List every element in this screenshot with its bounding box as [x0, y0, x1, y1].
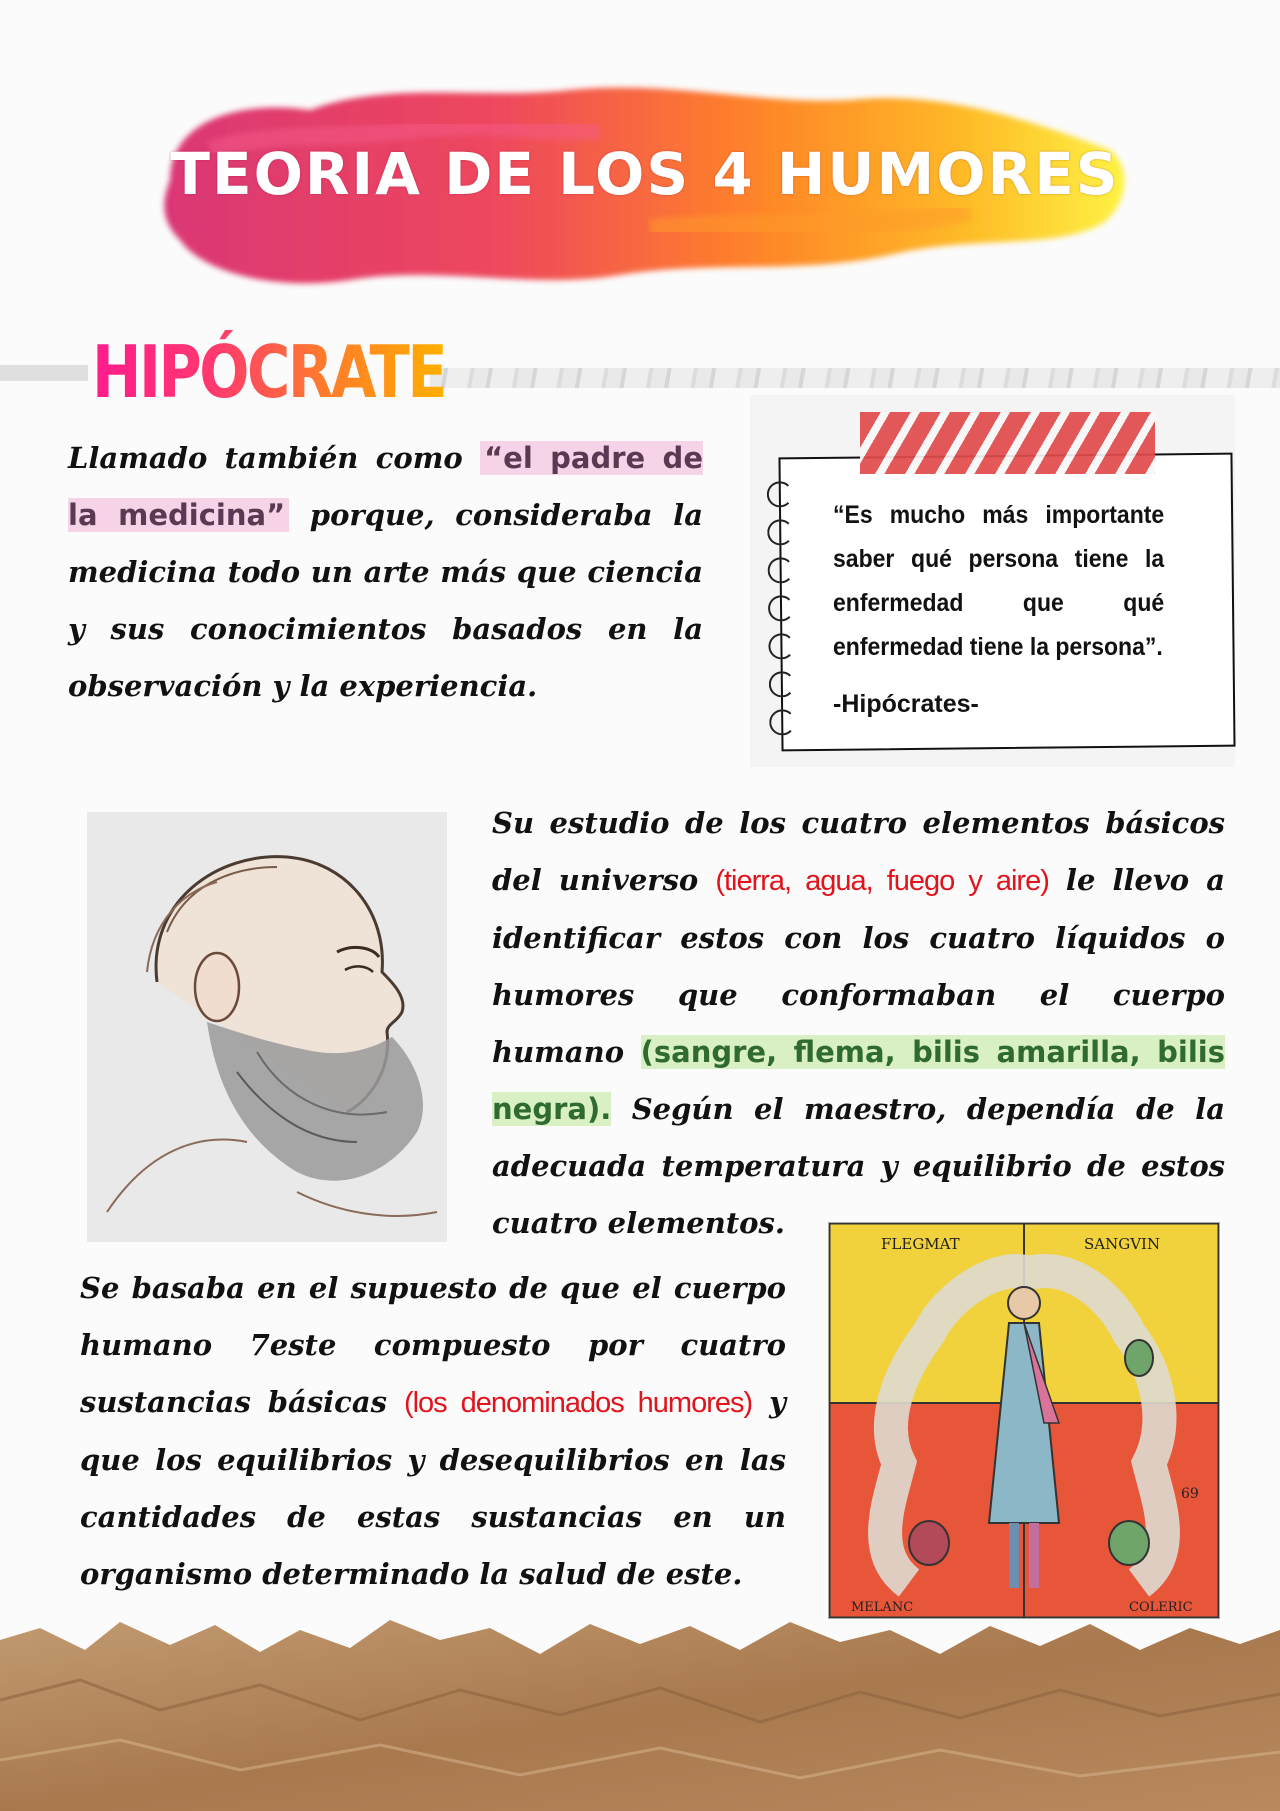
hippocrates-portrait: [87, 812, 447, 1242]
elements-paragraph: [492, 795, 1225, 1252]
humors-paragraph: [80, 1260, 786, 1603]
intro-highlight: “el padre de la medicina”: [68, 441, 703, 532]
elements-text-3: Según el maestro, dependía de la adecuada temperatura y equilibrio de estos cuatro elementos.: [492, 1092, 1225, 1240]
label-sangvin: SANGVIN: [1084, 1235, 1161, 1253]
quote-author: -Hipócrates-: [833, 690, 979, 718]
label-melanc: MELANC: [851, 1600, 914, 1615]
four-humors-illustration: [828, 1222, 1220, 1619]
elements-text-1: Su estudio de los cuatro elementos básicos del universo: [492, 806, 1225, 897]
elements-list: (tierra, agua, fuego y aire): [715, 865, 1049, 897]
humors-text-1: Se basaba en el supuesto de que el cuerpo humano 7este compuesto por cuatro sustancias básicas: [80, 1271, 786, 1419]
spiral-ring-icon: [768, 633, 794, 659]
section-heading: HIPÓCRATE: [92, 330, 446, 414]
intro-paragraph: [68, 430, 703, 715]
page-title: TEORIA DE LOS 4 HUMORES: [170, 140, 1120, 208]
intro-text-after: porque, consideraba la medicina todo un arte más que ciencia y sus conocimientos basados en la observación y la experiencia.: [68, 498, 703, 703]
spiral-ring-icon: [769, 709, 795, 735]
label-coleric: COLERIC: [1129, 1600, 1193, 1615]
torn-paper-footer: [0, 1610, 1280, 1811]
spiral-ring-icon: [767, 519, 793, 545]
quote-text: “Es mucho más importante saber qué persona tiene la enfermedad que qué enfermedad tiene la persona”.: [833, 501, 1165, 661]
humors-note: (los denominados humores): [403, 1387, 753, 1419]
humors-list: (sangre, flema, bilis amarilla, bilis negra).: [492, 1035, 1226, 1126]
page-number: 69: [1181, 1486, 1199, 1502]
elements-text-2: le llevo a identificar estos con los cuatro líquidos o humores que conformaban el cuerpo humano: [492, 863, 1225, 1069]
heading-tape-left: [0, 365, 88, 381]
washi-tape: [860, 412, 1155, 474]
spiral-ring-icon: [769, 671, 795, 697]
humors-text-2: y que los equilibrios y desequilibrios en las cantidades de estas sustancias en un organismo determinado la salud de este.: [80, 1385, 786, 1591]
intro-text-before: Llamado también como: [68, 441, 481, 475]
heading-tape-right: [430, 368, 1280, 388]
spiral-ring-icon: [767, 481, 793, 507]
label-flegmat: FLEGMAT: [881, 1235, 960, 1253]
spiral-ring-icon: [768, 557, 794, 583]
spiral-ring-icon: [768, 595, 794, 621]
